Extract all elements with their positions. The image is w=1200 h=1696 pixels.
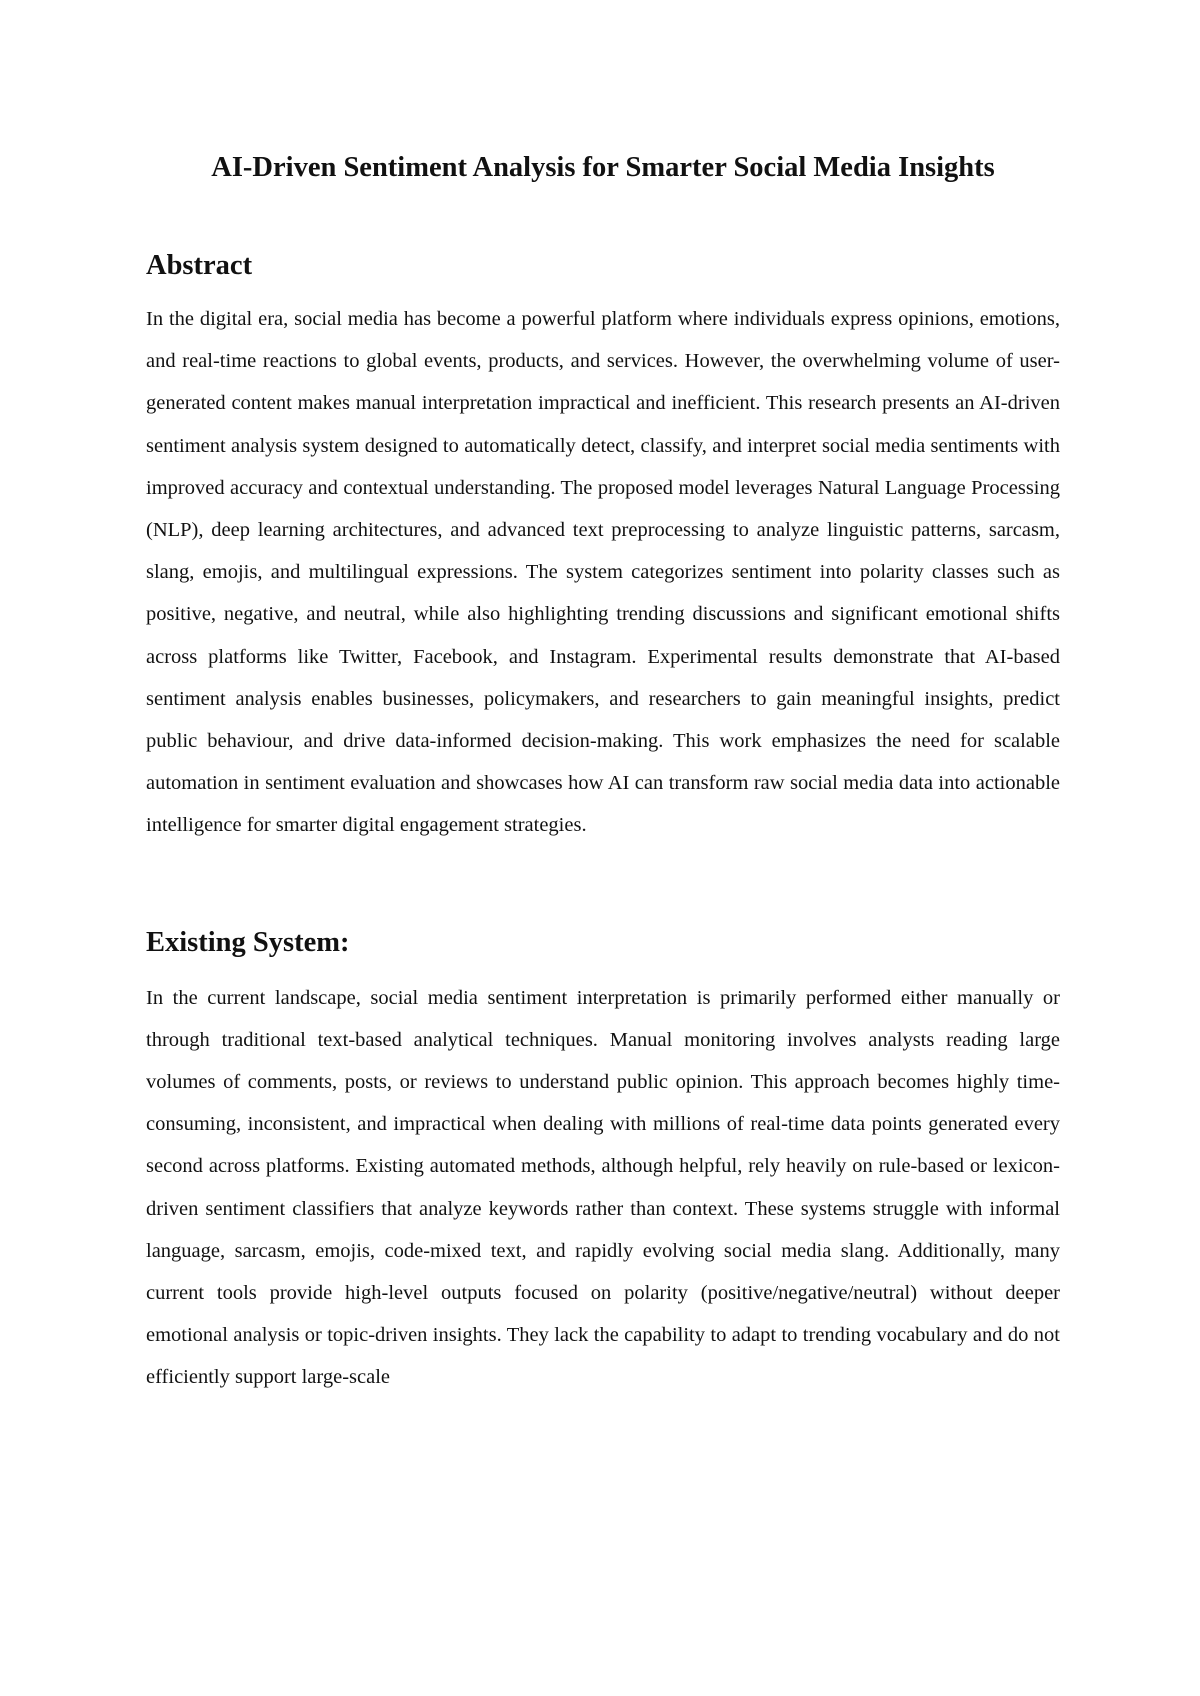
abstract-paragraph: In the digital era, social media has become a powerful platform where individuals express opinions, emotions, and real-time reactions to global events, products, and services. However, the overwhelming volume of user-generated content makes manual interpretation impractical and inefficient. This research presents an AI-driven sentiment analysis system designed to automatically detect, classify, and interpret social media sentiments with improved accuracy and contextual understanding. The proposed model leverages Natural Language Processing (NLP), deep learning architectures, and advanced text preprocessing to analyze linguistic patterns, sarcasm, slang, emojis, and multilingual expressions. The system categorizes sentiment into polarity classes such as positive, negative, and neutral, while also highlighting trending discussions and significant emotional shifts across platforms like Twitter, Facebook, and Instagram. Experimental results demonstrate that AI-based sentiment analysis enables businesses, policymakers, and researchers to gain meaningful insights, predict public behaviour, and drive data-informed decision-making. This work emphasizes the need for scalable automation in sentiment evaluation and showcases how AI can transform raw social media data into actionable intelligence for smarter digital engagement strategies. <box>146 308 1060 837</box>
existing-system-heading: Existing System: <box>146 926 350 958</box>
document-title: AI-Driven Sentiment Analysis for Smarter Social Media Insights <box>211 152 995 183</box>
document-content <box>146 148 1060 1399</box>
abstract-heading: Abstract <box>146 250 253 281</box>
existing-system-paragraph: In the current landscape, social media sentiment interpretation is primarily performed either manually or through traditional text-based analytical techniques. Manual monitoring involves analysts reading large volumes of comments, posts, or reviews to understand public opinion. This approach becomes highly time-consuming, inconsistent, and impractical when dealing with millions of real-time data points generated every second across platforms. Existing automated methods, although helpful, rely heavily on rule-based or lexicon-driven sentiment classifiers that analyze keywords rather than context. These systems struggle with informal language, sarcasm, emojis, code-mixed text, and rapidly evolving social media slang. Additionally, many current tools provide high-level outputs focused on polarity (positive/negative/neutral) without deeper emotional analysis or topic-driven insights. They lack the capability to adapt to trending vocabulary and do not efficiently support large-scale <box>146 986 1060 1389</box>
